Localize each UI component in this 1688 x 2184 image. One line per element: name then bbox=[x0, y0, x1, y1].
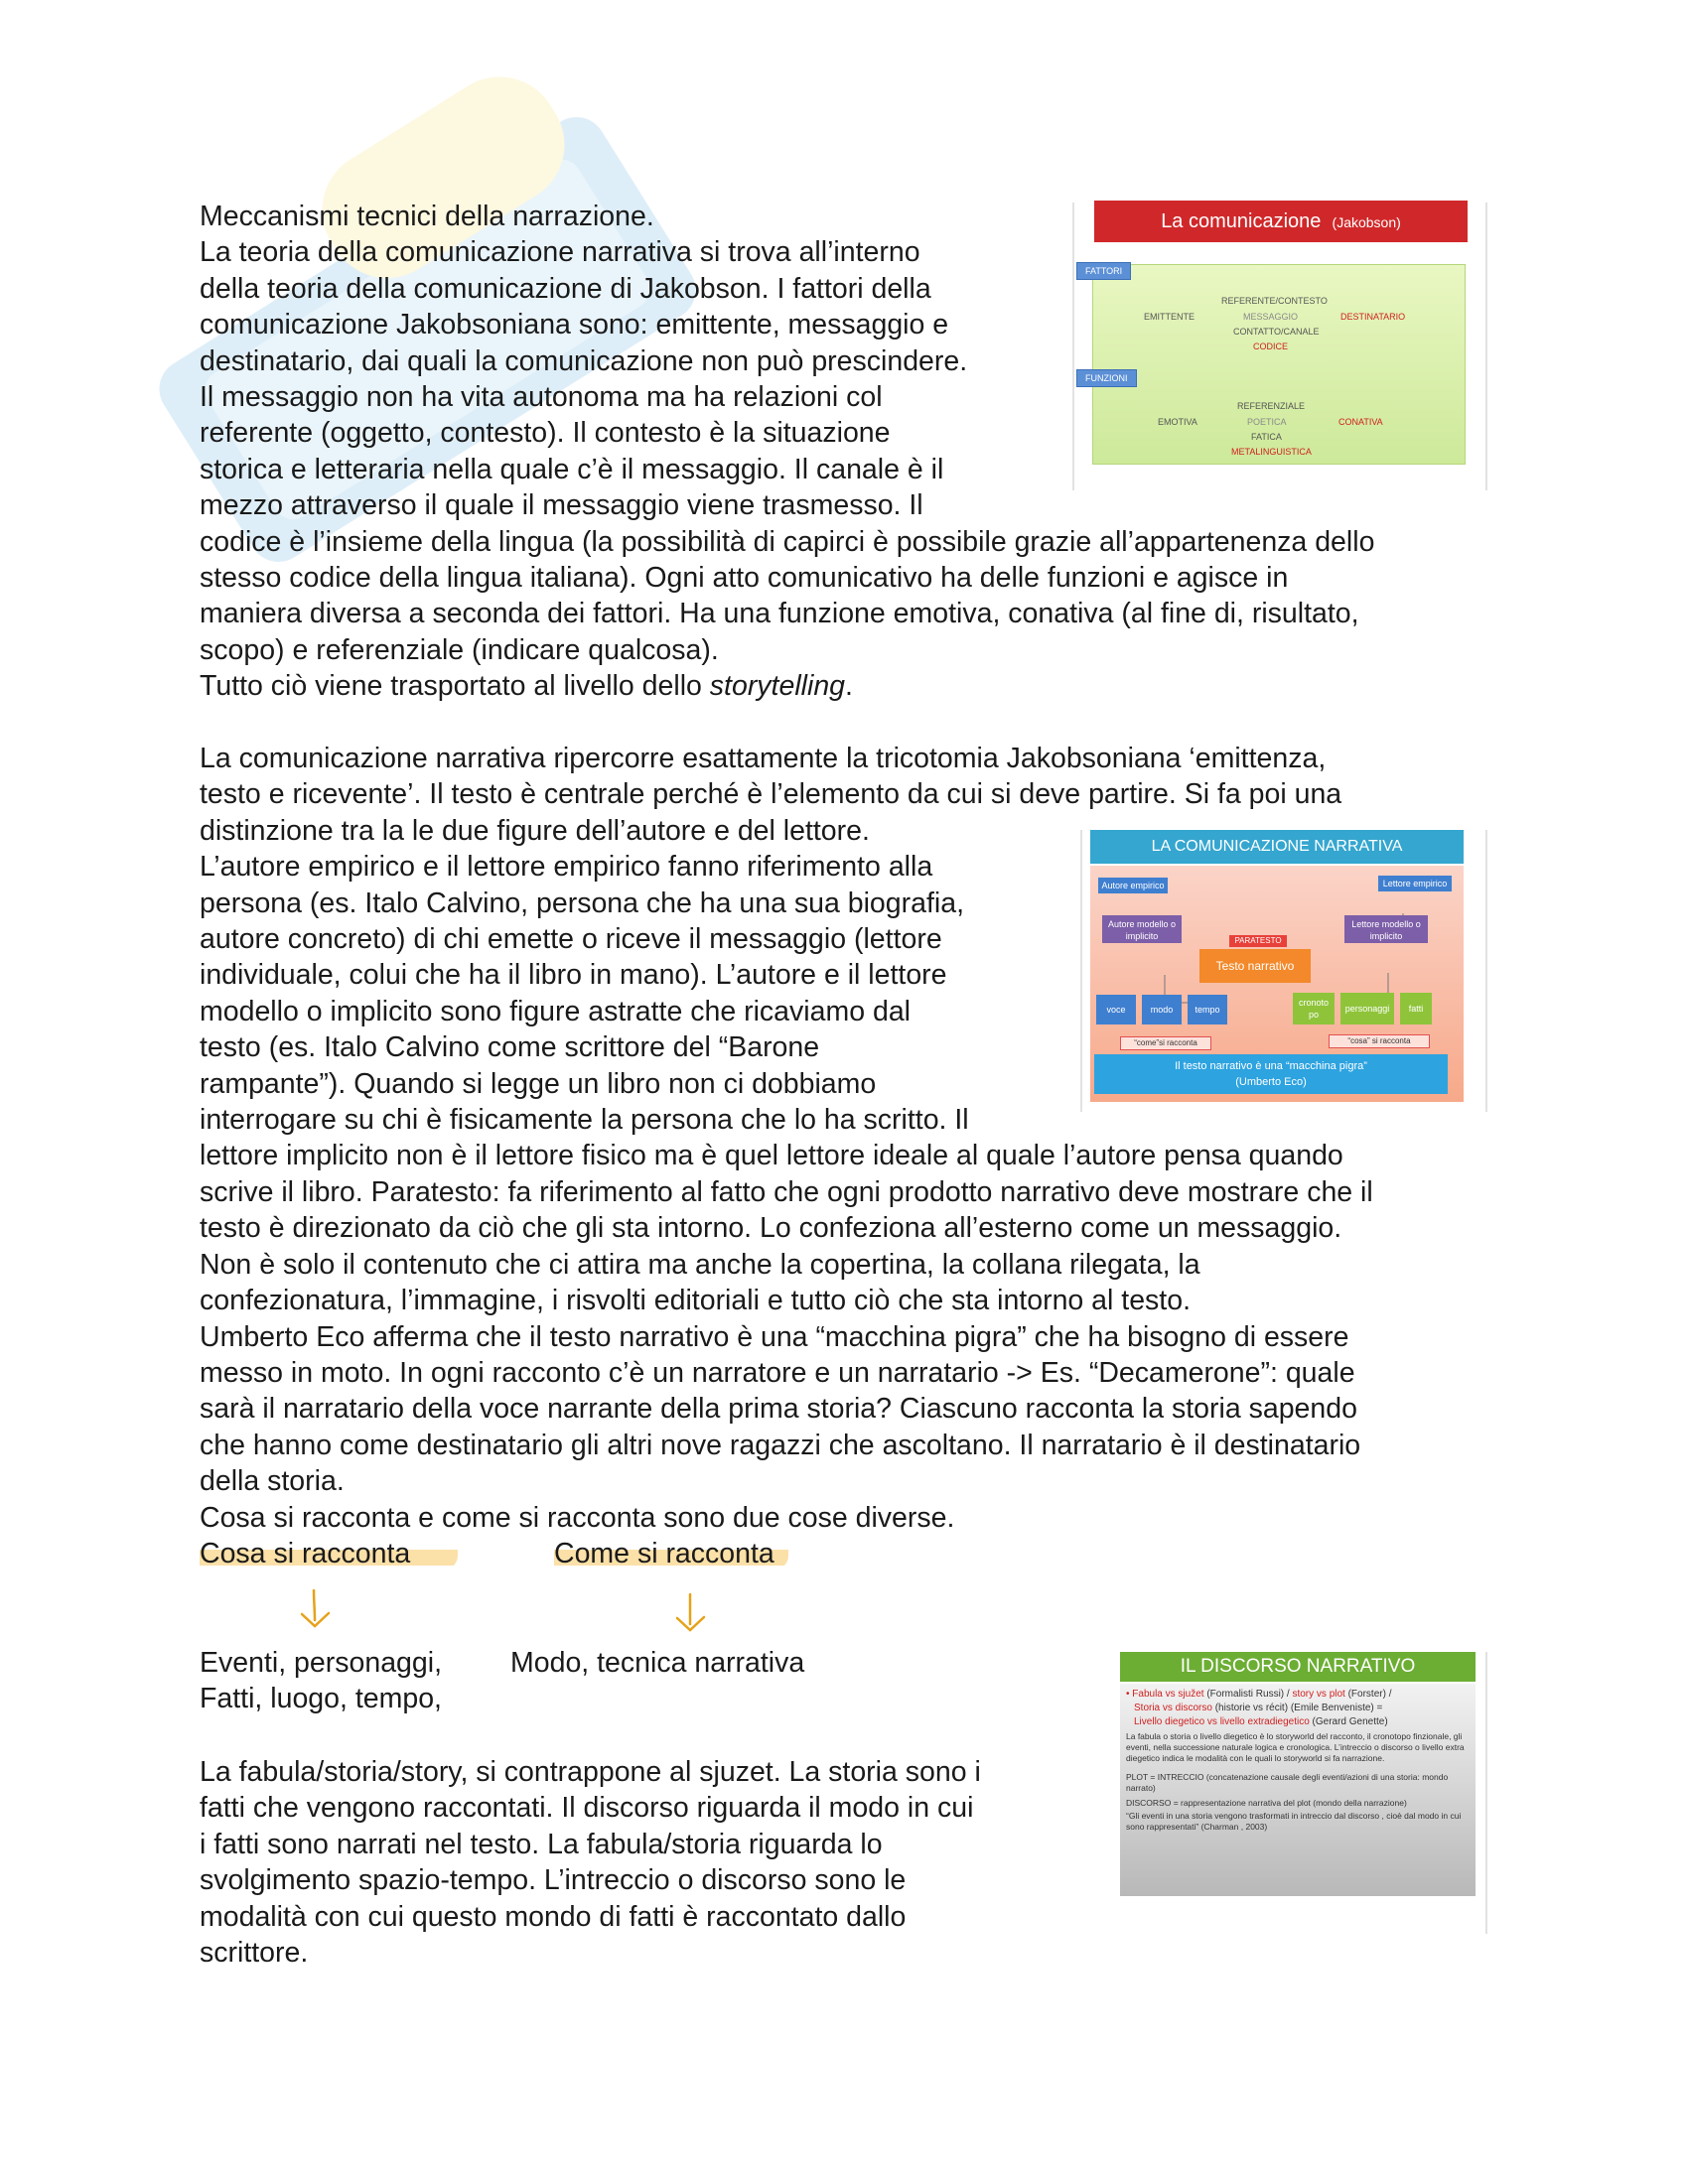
metalinguistica-label: METALINGUISTICA bbox=[1231, 447, 1312, 457]
text-line: La comunicazione narrativa ripercorre esattamente la tricotomia Jakobsoniana ‘emittenza, bbox=[200, 743, 1327, 774]
funzioni-tag: FUNZIONI bbox=[1076, 369, 1137, 387]
eco-line: (Umberto Eco) bbox=[1235, 1076, 1307, 1088]
modo-box: modo bbox=[1142, 995, 1182, 1024]
slide-edge bbox=[1080, 830, 1082, 1112]
text-line bbox=[200, 668, 1374, 704]
fatti-box: fatti bbox=[1400, 993, 1432, 1024]
fabula-term: Fabula vs sjužet bbox=[1132, 1689, 1204, 1700]
text-line: autore concreto) di chi emette o riceve il messaggio (lettore bbox=[200, 923, 942, 956]
slide-title: LA COMUNICAZIONE NARRATIVA bbox=[1090, 830, 1464, 864]
cosa-heading bbox=[200, 1536, 458, 1571]
text-line: stesso codice della lingua italiana). Ogni atto comunicativo ha delle funzioni e agisce in bbox=[200, 562, 1289, 595]
text-line: comunicazione Jakobsoniana sono: emittente, messaggio e bbox=[200, 309, 949, 341]
messaggio-label: MESSAGGIO bbox=[1243, 312, 1299, 322]
cronotopo-box: cronoto po bbox=[1293, 993, 1335, 1024]
discorso-paragraph: “Gli eventi in una storia vengono trasformati in intreccio dal discorso , cioè dal modo in cui sono rappresentati” (Charman , 2003) bbox=[1126, 1811, 1462, 1832]
discorso-line bbox=[1120, 1702, 1476, 1715]
come-heading bbox=[554, 1536, 788, 1571]
text-line: individuale, colui che ha il libro in mano). L’autore e il lettore bbox=[200, 959, 947, 992]
story-plot-term: story vs plot bbox=[1292, 1689, 1345, 1700]
slide-title bbox=[1094, 201, 1468, 242]
storytelling-suffix: . bbox=[845, 670, 853, 703]
text-line: della storia. bbox=[200, 1465, 345, 1498]
referenziale-label: REFERENZIALE bbox=[1237, 401, 1306, 411]
slide-title-text: La comunicazione bbox=[1161, 210, 1322, 232]
text-line: mezzo attraverso il quale il messaggio viene trasmesso. Il bbox=[200, 489, 923, 522]
come-label: “come”si racconta bbox=[1120, 1036, 1211, 1050]
come-heading-text: Come si racconta bbox=[554, 1538, 788, 1570]
discorso-paragraph: DISCORSO = rappresentazione narrativa del plot (mondo della narrazione) bbox=[1126, 1798, 1407, 1808]
macchina-pigra-box bbox=[1094, 1054, 1448, 1094]
text-line: Non è solo il contenuto che ci attira ma anche la copertina, la collana rilegata, la bbox=[200, 1248, 1200, 1281]
text-line: Umberto Eco afferma che il testo narrativo è una “macchina pigra” che ha bisogno di essere bbox=[200, 1320, 1349, 1353]
text-line: Meccanismi tecnici della narrazione. bbox=[200, 201, 654, 232]
benveniste-text: (historie vs récit) (Emile Benveniste) = bbox=[1211, 1703, 1383, 1713]
narrativa-slide bbox=[1080, 826, 1489, 1114]
jakobson-slide bbox=[1072, 197, 1489, 494]
slide-title-small: (Jakobson) bbox=[1332, 214, 1401, 230]
text-line: testo è direzionato da ciò che gli sta intorno. Lo confeziona all’esterno come un messaggio. bbox=[200, 1212, 1342, 1245]
referente-label: REFERENTE/CONTESTO bbox=[1221, 296, 1328, 306]
text-line: scrittore. bbox=[200, 1937, 309, 1970]
contatto-label: CONTATTO/CANALE bbox=[1233, 327, 1320, 337]
storia-term: Storia vs discorso bbox=[1134, 1703, 1212, 1713]
text-line: persona (es. Italo Calvino, persona che ha una sua biografia, bbox=[200, 887, 964, 919]
fatica-label: FATICA bbox=[1251, 432, 1282, 442]
lettore-empirico-box: Lettore empirico bbox=[1378, 876, 1452, 891]
formalisti-text: (Formalisti Russi) / bbox=[1203, 1689, 1293, 1700]
macchina-line: Il testo narrativo è una “macchina pigra” bbox=[1175, 1060, 1367, 1072]
text-line: modalità con cui questo mondo di fatti è raccontato dallo bbox=[200, 1900, 907, 1933]
lettore-modello-box: Lettore modello o implicito bbox=[1344, 915, 1428, 943]
text-line: sarà il narratario della voce narrante della prima storia? Ciascuno racconta la storia sapendo bbox=[200, 1393, 1357, 1426]
slide-edge bbox=[1485, 830, 1487, 1112]
conativa-label: CONATIVA bbox=[1338, 417, 1383, 427]
text-line: Cosa si racconta e come si racconta sono due cose diverse. bbox=[200, 1501, 955, 1534]
bullet-icon: • bbox=[1126, 1689, 1130, 1700]
emotiva-label: EMOTIVA bbox=[1158, 417, 1197, 427]
cosa-label: “cosa” si racconta bbox=[1329, 1034, 1430, 1048]
text-line: scopo) e referenziale (indicare qualcosa). bbox=[200, 633, 719, 666]
slide-edge bbox=[1072, 203, 1074, 490]
text-line: modello o implicito sono figure astratte che ricaviamo dal bbox=[200, 995, 912, 1027]
discorso-paragraph: PLOT = INTRECCIO (concatenazione causale degli eventi/azioni di una storia: mondo narrato) bbox=[1126, 1772, 1449, 1793]
text-line: storica e letteraria nella quale c’è il messaggio. Il canale è il bbox=[200, 453, 944, 485]
fabula-paragraph bbox=[200, 1754, 981, 1971]
discorso-slide bbox=[1112, 1648, 1489, 1936]
slide-title: IL DISCORSO NARRATIVO bbox=[1120, 1652, 1476, 1682]
text-line: fatti che vengono raccontati. Il discorso riguarda il modo in cui bbox=[200, 1792, 974, 1825]
autore-modello-box: Autore modello o implicito bbox=[1102, 915, 1182, 943]
slide-edge bbox=[1485, 1652, 1487, 1934]
paratesto-label: PARATESTO bbox=[1229, 935, 1287, 947]
list-item: Fatti, luogo, tempo, bbox=[200, 1683, 442, 1715]
fattori-tag: FATTORI bbox=[1076, 262, 1131, 280]
text-line: maniera diversa a seconda dei fattori. Ha una funzione emotiva, conativa (al fine di, risultato, bbox=[200, 598, 1359, 630]
destinatario-label: DESTINATARIO bbox=[1340, 312, 1406, 322]
poetica-label: POETICA bbox=[1247, 417, 1287, 427]
text-line: testo e ricevente’. Il testo è centrale perché è l’elemento da cui si deve partire. Si fa poi una bbox=[200, 778, 1342, 811]
text-line: svolgimento spazio-tempo. L’intreccio o discorso sono le bbox=[200, 1864, 907, 1897]
discorso-panel bbox=[1120, 1684, 1476, 1896]
personaggi-box: personaggi bbox=[1340, 993, 1394, 1024]
text-line: i fatti sono narrati nel testo. La fabula/storia riguarda lo bbox=[200, 1828, 883, 1860]
slide-edge bbox=[1485, 203, 1487, 490]
cosa-heading-text: Cosa si racconta bbox=[200, 1538, 458, 1570]
forster-text: (Forster) / bbox=[1344, 1689, 1392, 1700]
discorso-line bbox=[1120, 1684, 1476, 1702]
voce-box: voce bbox=[1096, 995, 1136, 1024]
text-line: messo in moto. In ogni racconto c’è un narratore e un narratario -> Es. “Decamerone”: quale bbox=[200, 1356, 1355, 1389]
text-line: referente (oggetto, contesto). Il contesto è la situazione bbox=[200, 417, 891, 450]
cosa-list bbox=[200, 1645, 442, 1717]
list-item: Modo, tecnica narrativa bbox=[510, 1647, 805, 1679]
text-line: confezionatura, l’immagine, i risvolti editoriali e tutto ciò che sta intorno al testo. bbox=[200, 1285, 1191, 1317]
autore-empirico-box: Autore empirico bbox=[1098, 878, 1168, 893]
text-line: La teoria della comunicazione narrativa si trova all’interno bbox=[200, 236, 920, 269]
text-line: destinatario, dai quali la comunicazione non può prescindere. bbox=[200, 344, 968, 377]
tempo-box: tempo bbox=[1188, 995, 1227, 1024]
text-line: lettore implicito non è il lettore fisico ma è quel lettore ideale al quale l’autore pensa quando bbox=[200, 1140, 1343, 1172]
genette-text: (Gerard Genette) bbox=[1309, 1716, 1388, 1727]
text-line: rampante”). Quando si legge un libro non ci dobbiamo bbox=[200, 1067, 877, 1100]
emittente-label: EMITTENTE bbox=[1144, 312, 1195, 322]
list-item: Eventi, personaggi, bbox=[200, 1647, 442, 1679]
text-line: scrive il libro. Paratesto: fa riferimento al fatto che ogni prodotto narrativo deve mostrare che il bbox=[200, 1175, 1373, 1208]
arrow-down-icon bbox=[671, 1590, 711, 1640]
storytelling-prefix: Tutto ciò viene trasportato al livello dello bbox=[200, 670, 710, 703]
discorso-paragraph: La fabula o storia o livello diegetico è lo storyworld del racconto, il cronotopo finzionale, gli eventi, nella successione naturale logica e cronologica. L’intreccio o discorso o livello extra diegetico indica le modalità con le quali lo storyworld si fa narrazione. bbox=[1126, 1731, 1465, 1763]
testo-narrativo-box: Testo narrativo bbox=[1199, 949, 1311, 983]
livello-term: Livello diegetico vs livello extradiegetico bbox=[1134, 1716, 1310, 1727]
text-line: della teoria della comunicazione di Jakobson. I fattori della bbox=[200, 272, 931, 305]
text-line: che hanno come destinatario gli altri nove ragazzi che ascoltano. Il narratario è il destinatario bbox=[200, 1429, 1361, 1461]
text-line: La fabula/storia/story, si contrappone al sjuzet. La storia sono i bbox=[200, 1756, 981, 1788]
storytelling-word: storytelling bbox=[709, 670, 846, 703]
text-line: Il messaggio non ha vita autonoma ma ha relazioni col bbox=[200, 381, 883, 414]
arrow-down-icon bbox=[296, 1586, 336, 1636]
discorso-line bbox=[1120, 1715, 1476, 1731]
text-line: codice è l’insieme della lingua (la possibilità di capirci è possibile grazie all’appartenenza dello bbox=[200, 525, 1375, 558]
text-line: interrogare su chi è fisicamente la persona che lo ha scritto. Il bbox=[200, 1104, 969, 1137]
text-line: L’autore empirico e il lettore empirico fanno riferimento alla bbox=[200, 851, 933, 884]
codice-label: CODICE bbox=[1253, 341, 1289, 351]
text-line: testo (es. Italo Calvino come scrittore del “Barone bbox=[200, 1031, 820, 1064]
come-list bbox=[510, 1645, 804, 1681]
text-line: distinzione tra la le due figure dell’autore e del lettore. bbox=[200, 814, 870, 847]
